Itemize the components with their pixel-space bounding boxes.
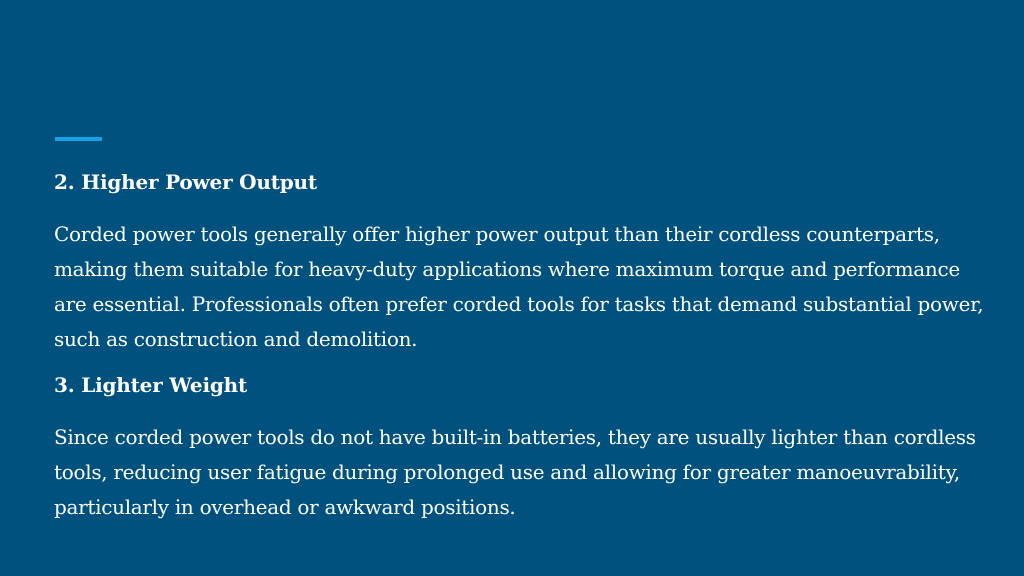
- accent-bar: [55, 137, 102, 141]
- section-body-higher-power-output: Corded power tools generally offer higher power output than their cordless counterparts, making them suitable for heavy-duty applications where maximum torque and performance are essential. Professionals often prefer corded tools for tasks that demand substantial power, such as construction and demolition.: [54, 222, 984, 351]
- section-heading-lighter-weight: 3. Lighter Weight: [54, 373, 248, 397]
- section-body-lighter-weight: Since corded power tools do not have built-in batteries, they are usually lighter than cordless tools, reducing user fatigue during prolonged use and allowing for greater manoeuvrability, particularly in overhead or awkward positions.: [54, 425, 976, 519]
- section-heading-higher-power-output: 2. Higher Power Output: [54, 170, 317, 194]
- slide-content: [54, 166, 984, 525]
